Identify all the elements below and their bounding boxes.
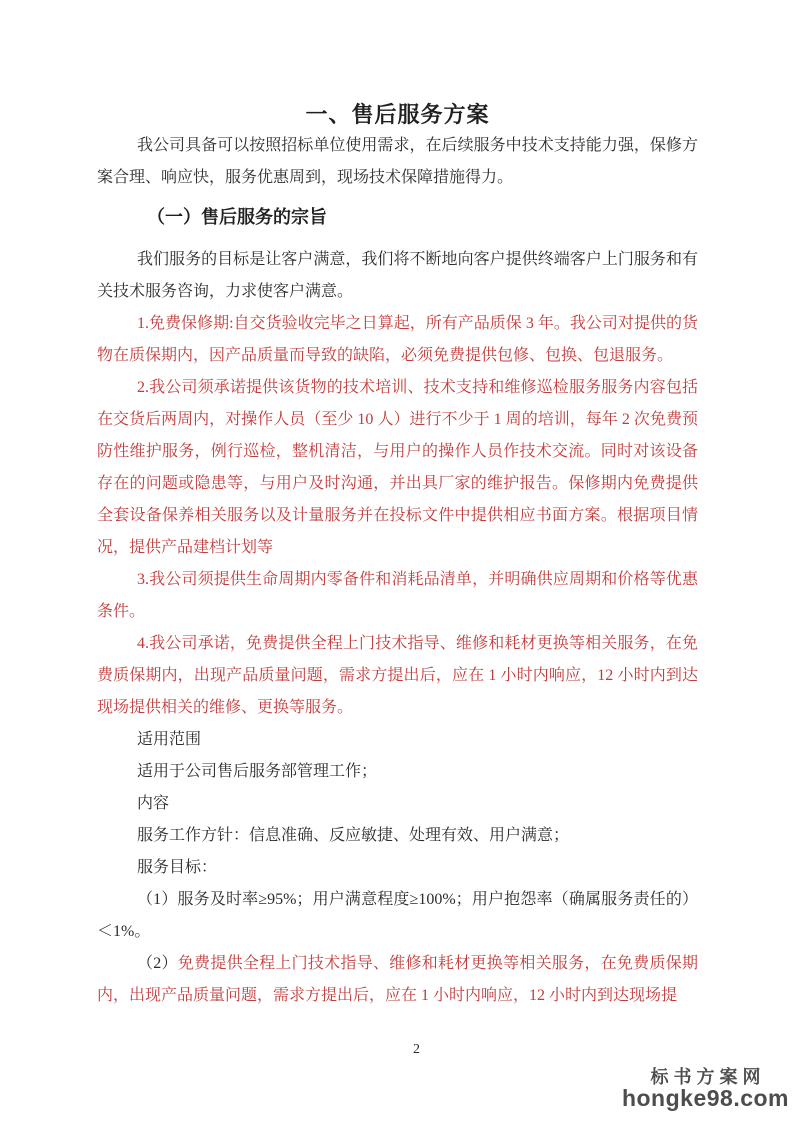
paragraph-segment: 2.我公司须承诺提供该货物的技术培训、技术支持和维修巡检服务服务内容包括在交货后两周内，对操作人员（至少 10 人）进行不少于 1 周的培训，每年 2 次免费预防性维护服务，例行巡检，整机清洁，与用户的操作人员作技术交流。同时对该设备存在的问题或隐患等，与用户及时沟通，并出具厂家的维护报告。保修期内免费提供全套设备保养相关服务以及计量服务并在投标文件中提供相应书面方案。根据项目情况，提供产品建档计划等 [97, 379, 698, 556]
paragraph-segment: 1.免费保修期:自交货验收完毕之日算起，所有产品质保 3 年。我公司对提供的货物在质保期内，因产品质量而导致的缺陷，必须免费提供包修、包换、包退服务。 [97, 315, 698, 364]
page-content [97, 0, 698, 1012]
paragraph-segment: 我们服务的目标是让客户满意，我们将不断地向客户提供终端客户上门服务和有关技术服务咨询，力求使客户满意。 [97, 251, 698, 300]
paragraph-list [97, 244, 698, 1012]
watermark-logo [622, 1068, 789, 1110]
paragraph [97, 788, 698, 820]
watermark-url: hongke98.com [621, 1085, 789, 1111]
watermark-site-name: 标书方案网 [650, 1067, 766, 1087]
paragraph-segment: 服务目标： [137, 859, 218, 876]
paragraph [97, 820, 698, 852]
page-title: 一、售后服务方案 [305, 102, 490, 127]
paragraph-segment: 服务工作方针：信息准确、反应敏捷、处理有效、用户满意； [137, 827, 570, 844]
page-number: 2 [413, 1042, 420, 1057]
paragraph [97, 724, 698, 756]
paragraph [97, 372, 698, 564]
paragraph-segment: 内容 [137, 795, 170, 812]
intro-paragraph: 我公司具备可以按照招标单位使用需求，在后续服务中技术支持能力强，保修方案合理、响应快，服务优惠周到，现场技术保障措施得力。 [97, 137, 698, 186]
paragraph [97, 628, 698, 724]
paragraph-segment: 4.我公司承诺，免费提供全程上门技术指导、维修和耗材更换等相关服务，在免费质保期内，出现产品质量问题，需求方提出后，应在 1 小时内响应，12 小时内到达现场提供相关的维修、更换等服务。 [97, 635, 698, 716]
paragraph-segment: 适用范围 [137, 731, 202, 748]
paragraph [97, 884, 698, 948]
paragraph [97, 308, 698, 372]
section-heading: （一）售后服务的宗旨 [147, 207, 327, 227]
paragraph [97, 852, 698, 884]
paragraph-segment: （1）服务及时率≥95%；用户满意程度≥100%；用户抱怨率（确属服务责任的）＜1%。 [97, 891, 698, 940]
paragraph [97, 948, 698, 1012]
paragraph-segment: （2） [137, 955, 178, 972]
paragraph-segment: 免费提供全程上门技术指导、维修和耗材更换等相关服务，在免费质保期内，出现产品质量问题，需求方提出后，应在 1 小时内响应，12 小时内到达现场提 [97, 955, 698, 1004]
paragraph-segment: 3.我公司须提供生命周期内零备件和消耗品清单，并明确供应周期和价格等优惠条件。 [97, 571, 698, 620]
paragraph [97, 756, 698, 788]
paragraph [97, 244, 698, 308]
paragraph-segment: 适用于公司售后服务部管理工作； [137, 763, 378, 780]
paragraph [97, 564, 698, 628]
